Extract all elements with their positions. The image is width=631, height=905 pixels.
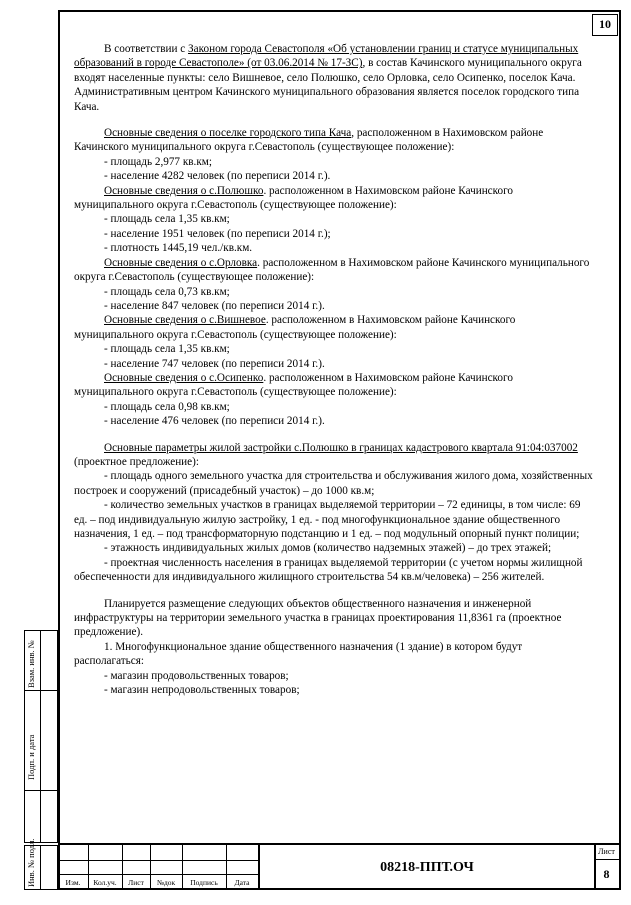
paragraph: [74, 256, 594, 285]
paragraph: [74, 313, 594, 342]
list-item: [74, 227, 594, 241]
list-item: [74, 357, 594, 371]
list-item: [74, 400, 594, 414]
paragraph: [74, 556, 594, 585]
text-span: - население 4282 человек (по переписи 2014 г.).: [104, 170, 331, 183]
paragraph: [74, 640, 594, 669]
stamp-col-data: Дата: [234, 878, 250, 887]
list-item: [74, 669, 594, 683]
paragraph: [74, 469, 594, 498]
title-block: [58, 843, 621, 890]
list-item: [74, 241, 594, 255]
paragraph: [74, 184, 594, 213]
text-span: - население 847 человек (по переписи 2014 г.).: [104, 299, 325, 312]
underlined-text: Законом города Севастополя «Об установлении границ и статусе муниципальных образований в городе Севастополе» (от 03.06.2014 № 17-ЗС): [74, 43, 579, 70]
stamp-col-izm: Изм.: [65, 878, 81, 887]
paragraph-gap: [74, 429, 594, 441]
text-span: - площадь 2,977 кв.км;: [104, 155, 212, 168]
underlined-text: Основные параметры жилой застройки с.Полюшко в границах кадастрового квартала 91:04:037002: [104, 441, 578, 454]
paragraph: [74, 371, 594, 400]
document-code: 08218-ППТ.ОЧ: [380, 860, 474, 875]
side-label-vzam: Взам. инв. №: [26, 640, 36, 688]
text-span: - магазин продовольственных товаров;: [104, 669, 289, 682]
paragraph-gap: [74, 585, 594, 597]
paragraph: [74, 541, 594, 555]
page-number-box: 10: [592, 14, 618, 36]
text-span: - площадь одного земельного участка для строительства и обслуживания жилого дома, хозяйственных построек и сооружений (присадебный участок) – до 1000 кв.м;: [74, 470, 593, 497]
paragraph: [74, 498, 594, 541]
stamp-col-kolvo: Кол.уч.: [93, 878, 117, 887]
paragraph-gap: [74, 114, 594, 126]
text-span: Планируется размещение следующих объектов общественного назначения и инженерной инфраструктуры на территории земельного участка в границах проектирования 11,8361 га (проектное предложение).: [74, 597, 562, 639]
side-label-area: [24, 630, 58, 845]
text-span: - магазин непродовольственных товаров;: [104, 684, 300, 697]
sheet-label: Лист: [598, 847, 615, 856]
text-span: В соответствии с: [104, 43, 189, 55]
text-span: - количество земельных участков в границах выделяемой территории – 72 единицы, в том числе: 69 ед. – под индивидуальную жилую застройку, 1 ед. - под многофункциональное здание общественного назначения, 1 ед. – под трансформаторную подстанцию и 1 ед. – под модульный опорный пункт полиции;: [74, 499, 581, 540]
text-span: . расположенном в Нахимовском районе Качинского муниципального округа г.Севастополь (существующее положение):: [74, 184, 514, 212]
sheet-number: 8: [603, 867, 610, 881]
paragraph: [74, 597, 594, 640]
underlined-text: Основные сведения о с.Осипенко: [104, 371, 264, 384]
underlined-text: Основные сведения о с.Орловка: [104, 256, 258, 269]
list-item: [74, 169, 594, 183]
stamp-col-ndok: №док: [156, 878, 176, 887]
text-span: - площадь села 1,35 кв.км;: [104, 343, 230, 356]
document-body: [74, 42, 594, 697]
paragraph: [74, 126, 594, 155]
stamp-col-list: Лист: [128, 878, 144, 887]
text-span: - население 747 человек (по переписи 2014 г.).: [104, 357, 325, 370]
text-span: (проектное предложение):: [74, 455, 199, 468]
text-span: - площадь села 1,35 кв.км;: [104, 213, 230, 226]
text-span: - население 1951 человек (по переписи 2014 г.);: [104, 227, 331, 240]
paragraph: [74, 42, 594, 114]
text-span: - население 476 человек (по переписи 2014 г.).: [104, 415, 325, 428]
text-span: . расположенном в Нахимовском районе Качинского муниципального округа г.Севастополь (существующее положение):: [74, 256, 590, 284]
list-item: [74, 299, 594, 313]
stamp-col-podpis: Подпись: [190, 878, 218, 887]
text-span: - этажность индивидуальных жилых домов (количество надземных этажей) – до трех этажей;: [104, 542, 552, 555]
list-item: [74, 683, 594, 697]
list-item: [74, 155, 594, 169]
side-label-podp: Подп. и дата: [26, 734, 36, 780]
side-label-inv: Инв. № подл.: [26, 838, 36, 887]
underlined-text: Основные сведения о с.Полюшко: [104, 184, 264, 197]
side-label-area-bottom: [24, 838, 58, 890]
text-span: , в состав Качинского муниципального округа входят населенные пункты: село Вишневое, село Полюшко, село Орловка, село Осипенко, поселок Кача. Административным центром Качинского муниципального образования является поселок городского типа Кача.: [74, 57, 582, 113]
underlined-text: Основные сведения о поселке городского типа Кача: [104, 127, 352, 140]
text-span: . расположенном в Нахимовском районе Качинского муниципального округа г.Севастополь (существующее положение):: [74, 314, 516, 341]
text-span: - площадь села 0,73 кв.км;: [104, 285, 230, 298]
text-span: . расположенном в Нахимовском районе Качинского муниципального округа г.Севастополь (существующее положение):: [74, 371, 513, 399]
text-span: 1. Многофункциональное здание общественного назначения (1 здание) в котором будут располагаться:: [74, 640, 523, 668]
text-span: - проектная численность населения в границах выделяемой территории (с учетом нормы жилищной обеспеченности для индивидуального жилищного строительства 54 кв.м/человека) – 256 жителей.: [74, 556, 583, 584]
text-span: - плотность 1445,19 чел./кв.км.: [104, 242, 253, 255]
list-item: [74, 285, 594, 299]
text-span: - площадь села 0,98 кв.км;: [104, 400, 230, 413]
text-span: , расположенном в Нахимовском районе Качинского муниципального округа г.Севастополь (существующее положение):: [74, 127, 544, 154]
underlined-text: Основные сведения о с.Вишневое: [104, 314, 266, 327]
list-item: [74, 342, 594, 356]
list-item: [74, 414, 594, 428]
list-item: [74, 212, 594, 226]
paragraph: [74, 441, 594, 470]
